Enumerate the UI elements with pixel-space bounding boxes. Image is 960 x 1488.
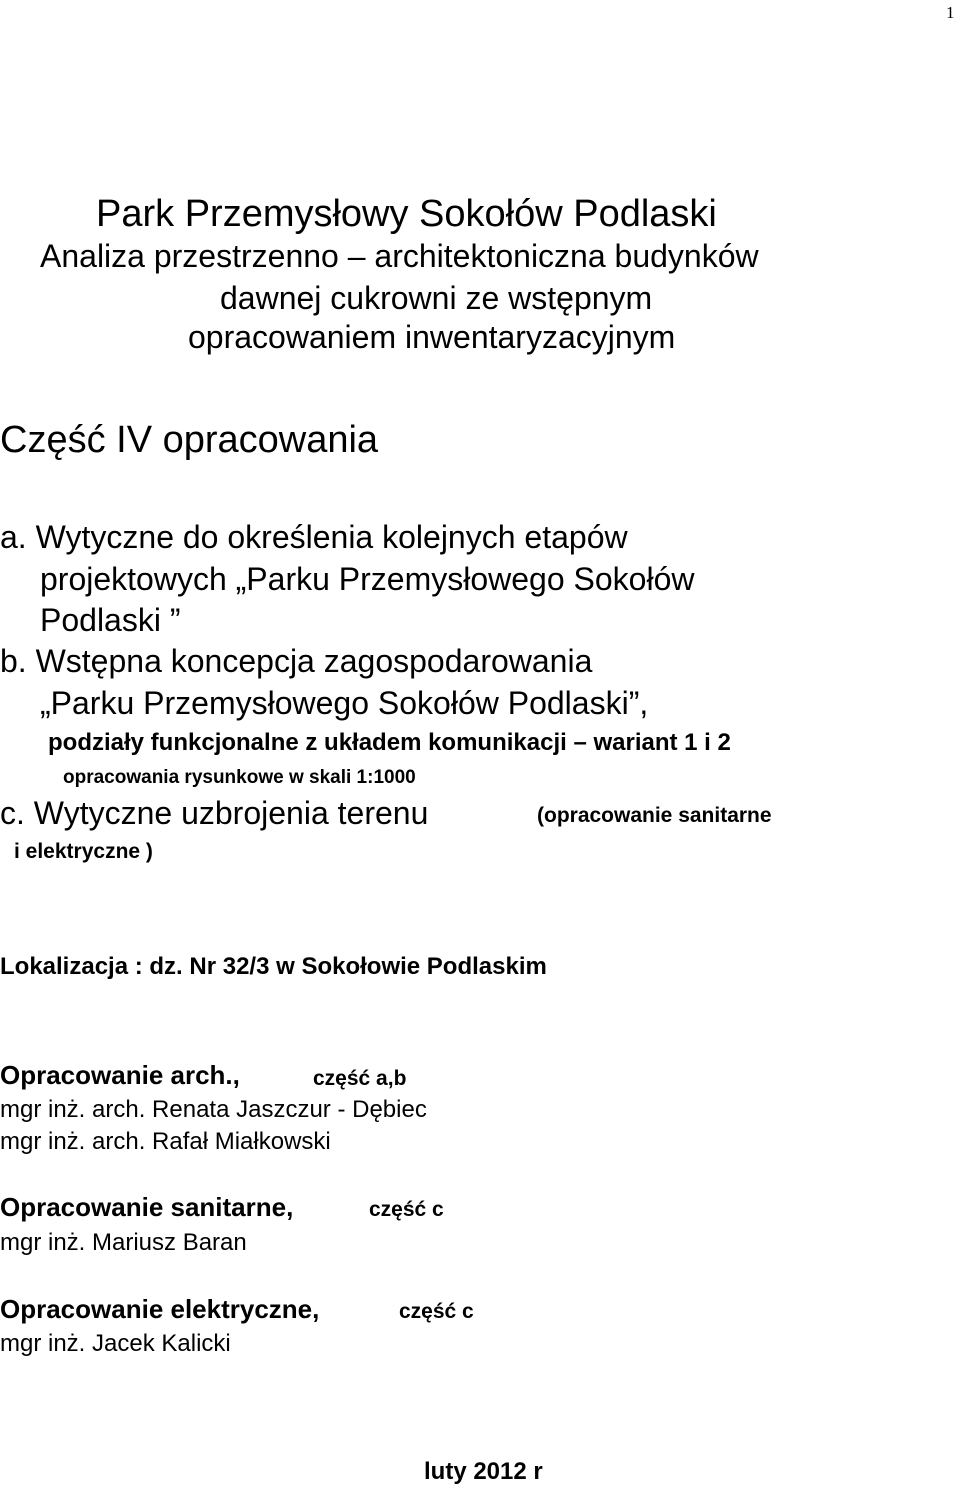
page-number: 1	[946, 3, 955, 22]
part-heading: Część IV opracowania	[0, 419, 379, 461]
item-b-line-1: b. Wstępna koncepcja zagospodarowania	[0, 643, 593, 679]
item-c-line-2: i elektryczne )	[14, 840, 153, 863]
electrical-part: część c	[399, 1300, 474, 1323]
arch-person-2: mgr inż. arch. Rafał Miałkowski	[0, 1128, 331, 1155]
item-a-line-2: projektowych „Parku Przemysłowego Sokołów	[40, 561, 695, 597]
item-c-line-1-note: (opracowanie sanitarne	[537, 804, 772, 827]
arch-heading: Opracowanie arch.,	[0, 1060, 240, 1090]
subtitle-line-3: opracowaniem inwentaryzacyjnym	[188, 319, 676, 355]
item-b-line-4: opracowania rysunkowe w skali 1:1000	[63, 767, 416, 788]
arch-part: część a,b	[313, 1067, 407, 1090]
location-line: Lokalizacja : dz. Nr 32/3 w Sokołowie Podlaskim	[0, 953, 547, 980]
sanitary-person: mgr inż. Mariusz Baran	[0, 1229, 247, 1256]
document-date: luty 2012 r	[424, 1458, 543, 1485]
item-b-line-3: podziały funkcjonalne z układem komunikacji – wariant 1 i 2	[48, 729, 731, 756]
subtitle-line-1: Analiza przestrzenno – architektoniczna budynków	[40, 238, 759, 274]
electrical-person: mgr inż. Jacek Kalicki	[0, 1330, 231, 1357]
electrical-heading: Opracowanie elektryczne,	[0, 1294, 320, 1324]
sanitary-part: część c	[369, 1198, 444, 1221]
sanitary-heading: Opracowanie sanitarne,	[0, 1192, 294, 1222]
item-a-line-1: a. Wytyczne do określenia kolejnych etapów	[0, 519, 628, 555]
document-title: Park Przemysłowy Sokołów Podlaski	[96, 193, 717, 235]
subtitle-line-2: dawnej cukrowni ze wstępnym	[220, 280, 653, 316]
item-b-line-2: „Parku Przemysłowego Sokołów Podlaski”,	[40, 685, 649, 721]
item-c-line-1-main: c. Wytyczne uzbrojenia terenu	[0, 795, 429, 831]
arch-person-1: mgr inż. arch. Renata Jaszczur - Dębiec	[0, 1096, 427, 1123]
item-a-line-3: Podlaski ”	[40, 602, 181, 638]
